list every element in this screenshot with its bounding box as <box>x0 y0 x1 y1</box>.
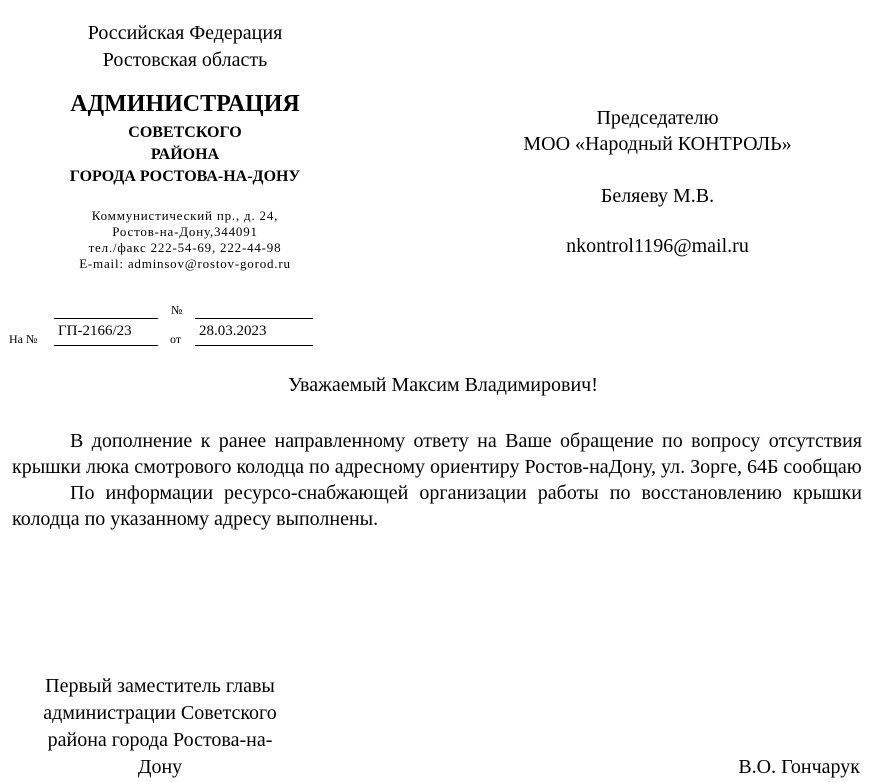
addressee-position: Председателю <box>596 107 719 129</box>
reply-from-date-line <box>195 345 313 346</box>
issuer-country-region <box>40 20 330 74</box>
addressee-email: nkontrol1196@mail.ru <box>566 235 749 257</box>
reply-from-date: 28.03.2023 <box>199 323 267 339</box>
reply-from-label: от <box>170 332 182 346</box>
signatory-title-line: района города Ростова-на- <box>47 729 273 751</box>
outgoing-date-line <box>54 318 158 319</box>
reply-to-label: На № <box>9 332 38 346</box>
issuer-subtitle-line: СОВЕТСКОГО <box>128 124 242 141</box>
signatory-title-line: администрации Советского <box>43 702 277 724</box>
issuer-subtitle <box>30 122 340 188</box>
issuer-subtitle-line: ГОРОДА РОСТОВА-НА-ДОНУ <box>69 168 301 185</box>
addressee-block <box>470 105 845 259</box>
issuer-region: Ростовская область <box>102 49 268 71</box>
signatory-title <box>10 673 310 781</box>
signatory-name: В.О. Гончарук <box>738 756 860 778</box>
issuer-title: АДМИНИСТРАЦИЯ <box>70 91 300 117</box>
issuer-subtitle-line: РАЙОНА <box>150 146 220 163</box>
issuer-address-line: Коммунистический пр., д. 24, <box>91 208 279 223</box>
reply-to-number: ГП-2166/23 <box>58 323 132 339</box>
addressee-organization: МОО «Народный КОНТРОЛЬ» <box>523 133 792 155</box>
letter-body <box>12 428 862 532</box>
issuer-country: Российская Федерация <box>87 22 283 44</box>
salutation: Уважаемый Максим Владимирович! <box>288 374 598 396</box>
issuer-contacts <box>40 208 330 272</box>
signatory-title-line: Дону <box>137 756 183 778</box>
body-paragraph: В дополнение к ранее направленному ответу на Ваше обращение по вопросу отсутствия крышки люка смотрового колодца по адресному ориентиру Ростов-наДону, ул. Зорге, 64Б сообщаю <box>12 430 862 478</box>
outgoing-number-line <box>195 318 313 319</box>
issuer-email: E-mail: adminsov@rostov-gorod.ru <box>79 256 291 271</box>
issuer-phone: тел./факс 222-54-69, 222-44-98 <box>88 240 282 255</box>
issuer-address-line: Ростов-на-Дону,344091 <box>112 224 258 239</box>
outgoing-number-sign: № <box>171 303 183 317</box>
addressee-name: Беляеву М.В. <box>600 185 715 207</box>
body-paragraph: По информации ресурсо-снабжающей организации работы по восстановлению крышки колодца по указанному адресу выполнены. <box>12 482 862 530</box>
signatory-title-line: Первый заместитель главы <box>45 675 275 697</box>
reply-to-number-line <box>54 345 158 346</box>
